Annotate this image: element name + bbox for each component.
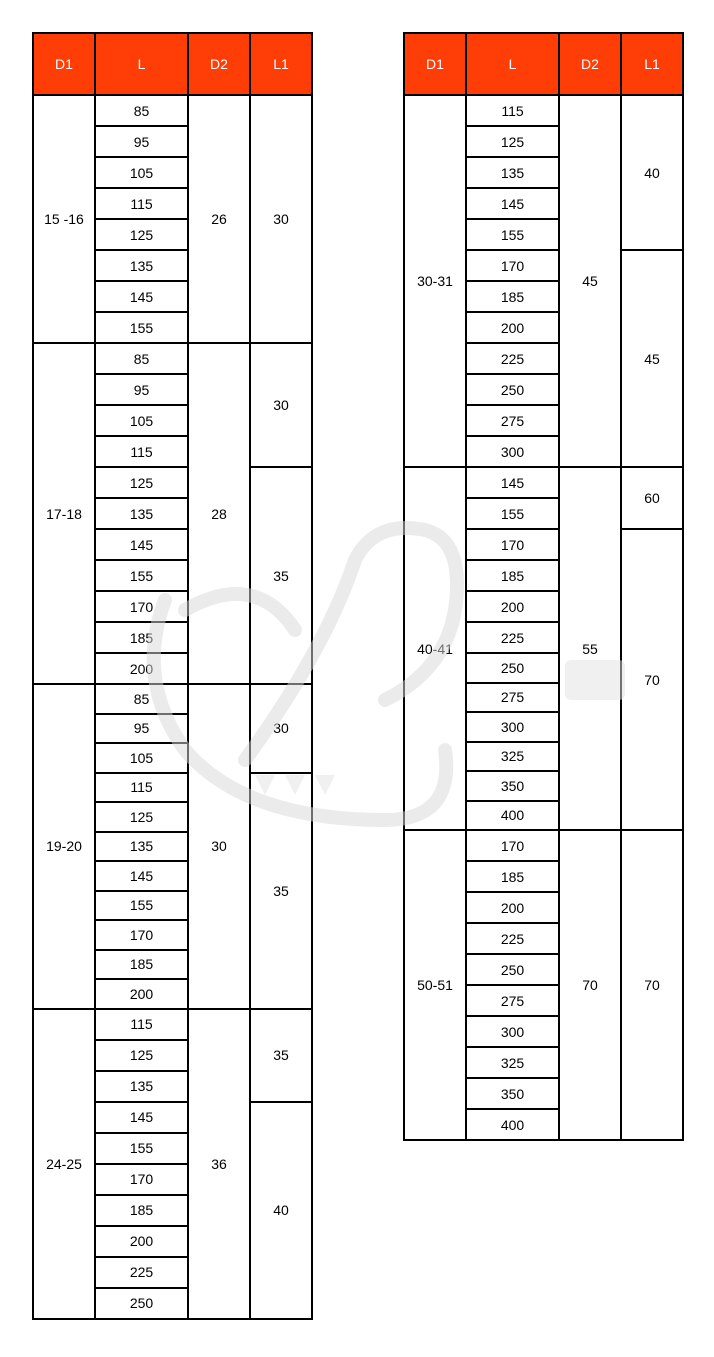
cell-d2: 45 <box>558 94 622 468</box>
cell-l: 105 <box>94 404 189 437</box>
cell-l: 325 <box>465 1046 560 1079</box>
header-d2: D2 <box>558 32 622 96</box>
cell-l: 125 <box>94 466 189 499</box>
cell-l: 250 <box>465 373 560 406</box>
cell-l: 155 <box>94 890 189 922</box>
header-l1: L1 <box>620 32 684 96</box>
cell-l1: 35 <box>249 1008 313 1103</box>
cell-d1: 24-25 <box>32 1008 96 1320</box>
cell-l: 145 <box>94 528 189 561</box>
cell-l: 250 <box>94 1287 189 1320</box>
cell-d1: 17-18 <box>32 342 96 685</box>
header-d2: D2 <box>187 32 251 96</box>
cell-l: 250 <box>465 953 560 986</box>
cell-l: 115 <box>94 435 189 468</box>
cell-l: 135 <box>94 831 189 863</box>
header-d1: D1 <box>32 32 96 96</box>
cell-l1: 35 <box>249 772 313 1010</box>
cell-l: 135 <box>465 156 560 189</box>
header-d1: D1 <box>403 32 467 96</box>
cell-l: 300 <box>465 435 560 468</box>
cell-l: 185 <box>94 621 189 654</box>
cell-l: 145 <box>94 280 189 313</box>
cell-l: 155 <box>465 218 560 251</box>
cell-d2: 26 <box>187 94 251 344</box>
cell-l: 350 <box>465 1077 560 1110</box>
cell-l: 135 <box>94 249 189 282</box>
cell-l: 200 <box>465 311 560 344</box>
cell-l: 325 <box>465 741 560 773</box>
spec-table-right <box>403 32 682 1139</box>
cell-l: 95 <box>94 373 189 406</box>
cell-l: 200 <box>465 590 560 623</box>
cell-l: 275 <box>465 682 560 714</box>
cell-l: 115 <box>465 94 560 127</box>
cell-l: 250 <box>465 652 560 684</box>
cell-l1: 30 <box>249 342 313 468</box>
cell-l: 125 <box>94 218 189 251</box>
cell-l: 170 <box>94 590 189 623</box>
cell-l: 115 <box>94 1008 189 1041</box>
cell-l: 225 <box>94 1256 189 1289</box>
spec-table-left <box>32 32 311 1318</box>
cell-l: 170 <box>465 829 560 862</box>
cell-l: 185 <box>465 280 560 313</box>
cell-d2: 36 <box>187 1008 251 1320</box>
cell-l: 225 <box>465 342 560 375</box>
cell-l: 400 <box>465 1108 560 1141</box>
cell-l: 115 <box>94 772 189 804</box>
cell-l: 170 <box>465 528 560 561</box>
cell-l: 145 <box>94 1101 189 1134</box>
cell-d1: 50-51 <box>403 829 467 1141</box>
cell-l: 170 <box>94 1163 189 1196</box>
cell-l: 225 <box>465 621 560 654</box>
cell-d2: 55 <box>558 466 622 831</box>
cell-l: 225 <box>465 922 560 955</box>
cell-l: 85 <box>94 94 189 127</box>
cell-l1: 70 <box>620 829 684 1141</box>
cell-l: 105 <box>94 156 189 189</box>
cell-l: 95 <box>94 713 189 745</box>
cell-l: 155 <box>94 1132 189 1165</box>
cell-l: 275 <box>465 984 560 1017</box>
cell-l1: 30 <box>249 683 313 774</box>
cell-l: 200 <box>465 891 560 924</box>
cell-l1: 40 <box>620 94 684 251</box>
cell-l: 135 <box>94 1070 189 1103</box>
cell-l: 155 <box>94 559 189 592</box>
cell-l: 200 <box>94 978 189 1010</box>
cell-l1: 70 <box>620 528 684 831</box>
cell-d2: 70 <box>558 829 622 1141</box>
cell-l: 200 <box>94 652 189 685</box>
cell-l: 145 <box>94 860 189 892</box>
cell-l: 145 <box>465 466 560 499</box>
cell-l1: 45 <box>620 249 684 468</box>
cell-l: 185 <box>465 559 560 592</box>
cell-l: 135 <box>94 497 189 530</box>
cell-l: 85 <box>94 342 189 375</box>
cell-l1: 40 <box>249 1101 313 1320</box>
cell-l: 95 <box>94 125 189 158</box>
cell-l: 155 <box>465 497 560 530</box>
cell-l: 275 <box>465 404 560 437</box>
cell-d1: 30-31 <box>403 94 467 468</box>
cell-l: 185 <box>465 860 560 893</box>
cell-d1: 40-41 <box>403 466 467 831</box>
cell-l: 185 <box>94 949 189 981</box>
cell-l: 115 <box>94 187 189 220</box>
header-l1: L1 <box>249 32 313 96</box>
cell-d1: 19-20 <box>32 683 96 1010</box>
cell-l: 350 <box>465 770 560 802</box>
cell-l: 145 <box>465 187 560 220</box>
cell-l: 200 <box>94 1225 189 1258</box>
cell-l: 125 <box>94 1039 189 1072</box>
cell-d1: 15 -16 <box>32 94 96 344</box>
header-l: L <box>465 32 560 96</box>
cell-d2: 30 <box>187 683 251 1010</box>
cell-l: 170 <box>94 919 189 951</box>
cell-l: 85 <box>94 683 189 715</box>
cell-l: 300 <box>465 711 560 743</box>
cell-d2: 28 <box>187 342 251 685</box>
cell-l1: 60 <box>620 466 684 530</box>
cell-l: 170 <box>465 249 560 282</box>
cell-l1: 30 <box>249 94 313 344</box>
cell-l: 185 <box>94 1194 189 1227</box>
cell-l: 400 <box>465 800 560 832</box>
cell-l: 125 <box>94 801 189 833</box>
cell-l1: 35 <box>249 466 313 685</box>
header-l: L <box>94 32 189 96</box>
cell-l: 105 <box>94 742 189 774</box>
cell-l: 300 <box>465 1015 560 1048</box>
cell-l: 125 <box>465 125 560 158</box>
cell-l: 155 <box>94 311 189 344</box>
